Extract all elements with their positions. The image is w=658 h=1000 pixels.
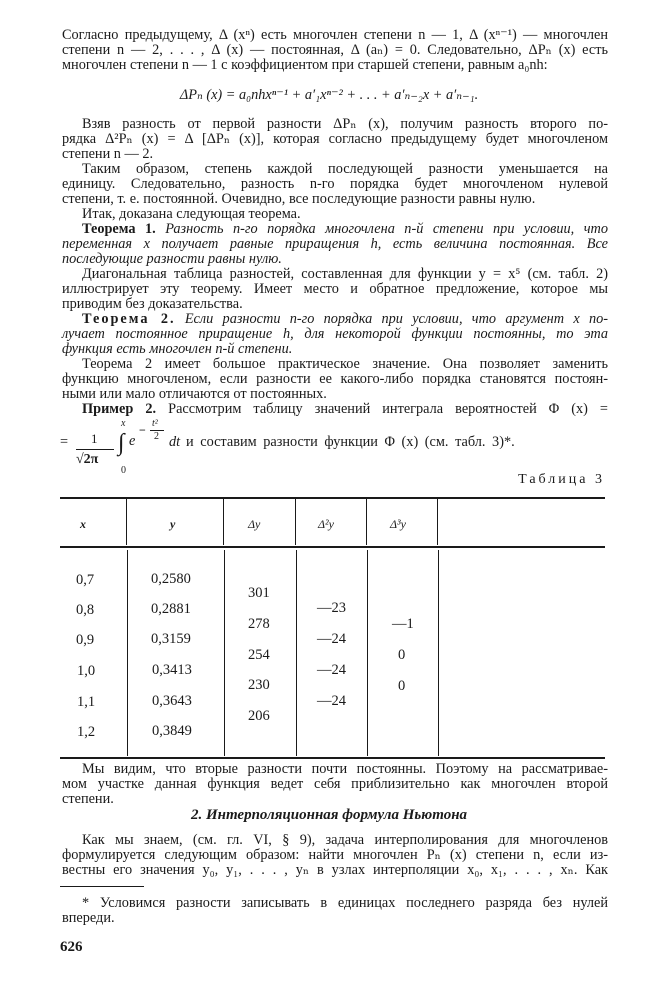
equals-sign: = (60, 434, 69, 450)
paragraph-3 (62, 162, 608, 207)
text-line: иллюстрирует эту теорему. Имеет место и обратное предложение, которое мы (62, 280, 608, 297)
text-line: Согласно предыдущему, Δ (xⁿ) есть многочлен степени n — 1, Δ (xⁿ⁻¹) — многочлен (62, 27, 608, 43)
text-line: многочлен степени n — 1 с коэффициентом при старшей степени, равным a₀nh: (62, 56, 548, 73)
column-divider (223, 499, 224, 545)
cell-dy: 278 (248, 616, 270, 632)
text-line: лучает постоянное приращение h, для некоторой функции постоянны, то эта (62, 325, 608, 342)
cell-y: 0,2580 (151, 571, 191, 587)
column-divider (127, 550, 128, 756)
cell-d2y: —24 (317, 662, 346, 678)
fraction-bar (76, 449, 114, 450)
text-line: Как мы знаем, (см. гл. VI, § 9), задача интерполирования для многочленов (82, 832, 608, 848)
column-divider (126, 499, 127, 545)
paragraph-6 (62, 357, 608, 402)
cell-d3y: 0 (398, 647, 406, 663)
integral-sign: ∫ (118, 430, 125, 456)
text-line (62, 222, 608, 237)
paragraph-2 (62, 117, 608, 162)
example-2 (62, 402, 608, 417)
text-line: степени n — 2. (62, 145, 154, 162)
text-line: Таким образом, степень каждой последующей разности уменьшается на (82, 161, 608, 177)
theorem-text: Разность n-го порядка многочлена n-й степени при условии, что (165, 221, 608, 237)
paragraph-8 (62, 833, 608, 878)
fraction-denominator: √2π (76, 452, 99, 467)
fraction-numerator: 1 (91, 431, 98, 446)
integral-lower-limit: 0 (121, 465, 126, 476)
cell-dy: 206 (248, 708, 270, 724)
column-divider (296, 550, 297, 756)
table-top-rule (60, 497, 605, 499)
column-header-y: y (170, 517, 176, 531)
text-line: Мы видим, что вторые разности почти постоянны. Поэтому на рассматривае- (82, 761, 608, 777)
exp-denominator: 2 (154, 431, 159, 442)
text-line: формулируется следующим образом: найти многочлен Pₙ (x) степени n, если из- (62, 846, 608, 863)
text-line: единицу. Следовательно, разность n-го порядка будет многочленом нулевой (62, 175, 608, 192)
differential: dt (169, 434, 181, 450)
column-header-dy: Δy (248, 517, 261, 531)
text-line: степени, т. е. постоянной. Очевидно, все последующие разности равны нулю. (62, 190, 536, 207)
theorem-text: Если разности n-го порядка при условии, что аргумент x по- (184, 311, 608, 327)
cell-d3y: 0 (398, 678, 406, 694)
column-divider (437, 499, 438, 545)
column-divider (438, 550, 439, 756)
text-line: последующие разности равны нулю. (62, 250, 282, 267)
text-line: ными или мало отличаются от постоянных. (62, 385, 327, 402)
text-line: приводим без доказательства. (62, 295, 243, 312)
cell-x: 1,0 (77, 663, 96, 679)
paragraph-7 (62, 762, 608, 807)
cell-x: 1,2 (77, 724, 96, 740)
column-divider (295, 499, 296, 545)
exp-numerator: t² (152, 418, 158, 429)
column-header-d2y: Δ²y (318, 517, 334, 531)
text-line: Взяв разность от первой разности ΔPₙ (x), получим разность второго по- (82, 116, 608, 132)
text-line: впереди. (62, 909, 115, 926)
text-line: Диагональная таблица разностей, составленная для функции y = x⁵ (см. табл. 2) (82, 266, 608, 282)
column-header-d3y: Δ³y (390, 517, 406, 531)
column-divider (366, 499, 367, 545)
theorem-label: Теорема 1. (82, 221, 156, 237)
column-divider (224, 550, 225, 756)
text-line: мом участке данная функция ведет себя приблизительно как многочлен второй (62, 775, 608, 792)
section-heading: 2. Интерполяционная формула Ньютона (190, 807, 468, 823)
example-label: Пример 2. (82, 401, 157, 417)
theorem-label: Теорема 2. (82, 311, 176, 327)
cell-y: 0,3413 (152, 662, 192, 678)
cell-dy: 230 (248, 677, 270, 693)
cell-y: 0,3159 (151, 631, 191, 647)
theorem-2 (62, 312, 608, 357)
footnote-rule (60, 886, 144, 887)
cell-d2y: —23 (317, 600, 346, 616)
cell-x: 0,8 (76, 602, 95, 618)
paragraph-1 (62, 28, 608, 73)
cell-x: 1,1 (77, 694, 96, 710)
text-line: степени. (62, 790, 114, 807)
formula-delta-pn: ΔPₙ (x) = a₀nhxⁿ⁻¹ + a′₁xⁿ⁻² + . . . + a′ₙ₋₂x + a′ₙ₋₁. (179, 87, 479, 103)
text-line (62, 402, 608, 417)
example-text-continued: и составим разности функции Φ (x) (см. табл. 3)*. (186, 434, 515, 450)
text-line: переменная x получает равные приращения h, есть величина постоянная. Все (62, 235, 608, 252)
cell-y: 0,2881 (151, 601, 191, 617)
column-divider (367, 550, 368, 756)
paragraph-4 (62, 207, 608, 222)
cell-x: 0,7 (76, 572, 95, 588)
paragraph-5 (62, 267, 608, 312)
cell-y: 0,3849 (152, 723, 192, 739)
table-bottom-rule (60, 757, 605, 759)
cell-dy: 254 (248, 647, 270, 663)
example-text: Рассмотрим таблицу значений интеграла вероятностей Φ (x) = (168, 401, 608, 417)
footnote (62, 896, 608, 926)
text-line: рядка Δ²Pₙ (x) = Δ [ΔPₙ (x)], которая согласно предыдущему будет многочленом (62, 130, 608, 147)
exp-sign: − (139, 423, 146, 437)
integral-upper-limit: x (121, 418, 126, 429)
cell-d3y: —1 (392, 616, 414, 632)
table-caption: Таблица 3 (518, 472, 605, 487)
exp-base: e (129, 433, 136, 449)
cell-dy: 301 (248, 585, 270, 601)
text-line: вестны его значения y₀, y₁, . . . , yₙ в узлах интерполяции x₀, x₁, . . . , xₙ. Как (62, 861, 608, 878)
text-line: Теорема 2 имеет большое практическое значение. Она позволяет заменить (82, 356, 608, 372)
text-line: * Условимся разности записывать в единицах последнего разряда без нулей (82, 895, 608, 911)
text-line: функция есть многочлен n-й степени. (62, 340, 293, 357)
text-line: степени n — 2, . . . , Δ (x) — постоянная, Δ (aₙ) = 0. Следовательно, ΔPₙ (x) есть (62, 41, 608, 58)
text-line: функцию многочленом, если разности ее какого-либо порядка становятся постоян- (62, 370, 608, 387)
cell-y: 0,3643 (152, 693, 192, 709)
table-header-rule (60, 546, 605, 548)
page-number: 626 (60, 939, 83, 955)
theorem-1 (62, 222, 608, 267)
column-header-x: x (80, 517, 86, 531)
cell-d2y: —24 (317, 631, 346, 647)
cell-x: 0,9 (76, 632, 95, 648)
text-line (62, 312, 608, 327)
cell-d2y: —24 (317, 693, 346, 709)
text-line: Итак, доказана следующая теорема. (82, 206, 301, 222)
